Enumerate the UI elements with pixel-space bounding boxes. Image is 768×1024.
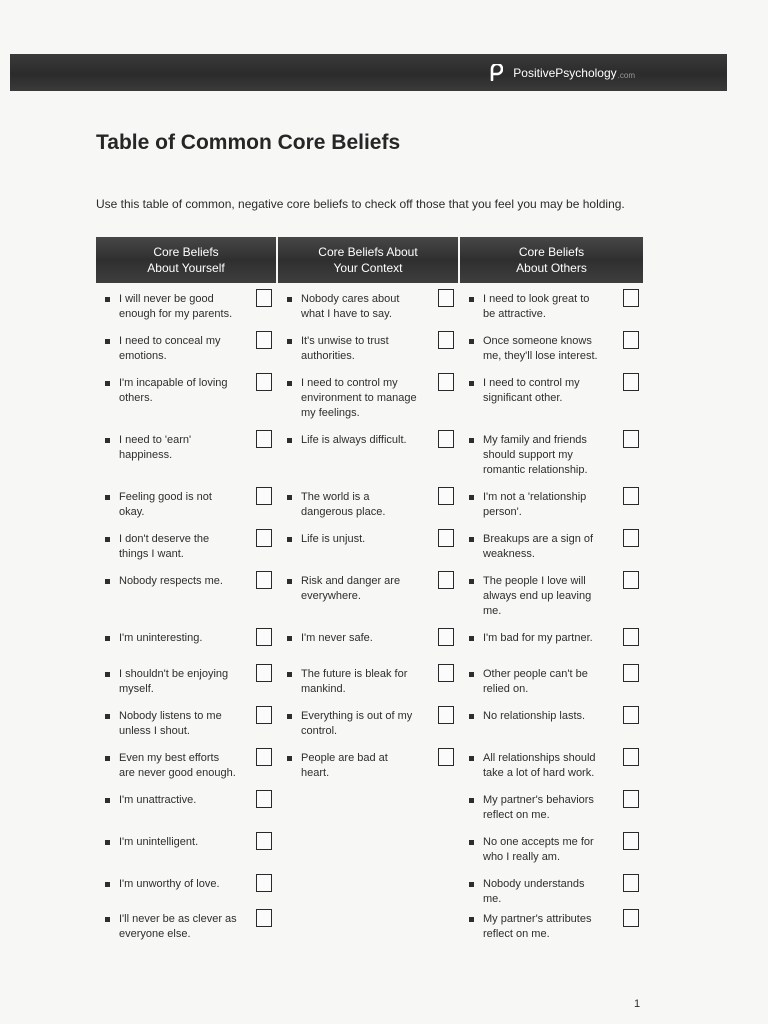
- belief-checkbox[interactable]: [623, 832, 639, 850]
- belief-item: [96, 433, 276, 490]
- bullet-icon: [469, 339, 474, 344]
- bullet-icon: [469, 917, 474, 922]
- bullet-icon: [469, 381, 474, 386]
- belief-text: My partner's behaviors reflect on me.: [483, 794, 594, 821]
- belief-text: I'm uninteresting.: [119, 632, 203, 644]
- page-number: 1: [634, 998, 641, 1010]
- belief-item: [96, 667, 276, 709]
- belief-item: [278, 292, 458, 334]
- page-title: Table of Common Core Beliefs: [96, 131, 401, 154]
- belief-text: My family and friends should support my romantic relationship.: [483, 434, 588, 476]
- belief-text: The future is bleak for mankind.: [301, 668, 408, 695]
- bullet-icon: [469, 714, 474, 719]
- belief-text: Once someone knows me, they'll lose interest.: [483, 335, 598, 362]
- bullet-icon: [105, 381, 110, 386]
- bullet-icon: [105, 537, 110, 542]
- column-about-your-context: [278, 237, 458, 954]
- belief-item: [96, 877, 276, 912]
- belief-checkbox[interactable]: [438, 664, 454, 682]
- belief-text: I'll never be as clever as everyone else.: [119, 913, 237, 940]
- belief-text: Feeling good is not okay.: [119, 491, 212, 518]
- belief-checkbox[interactable]: [438, 628, 454, 646]
- column-header: Core Beliefs About Yourself: [96, 237, 276, 283]
- bullet-icon: [105, 798, 110, 803]
- belief-text: I'm unworthy of love.: [119, 878, 220, 890]
- belief-item: [460, 709, 643, 751]
- belief-text: I'm bad for my partner.: [483, 632, 593, 644]
- belief-checkbox[interactable]: [256, 832, 272, 850]
- bullet-icon: [105, 714, 110, 719]
- intro-text: Use this table of common, negative core beliefs to check off those that you feel you may be holding.: [96, 197, 625, 211]
- bullet-icon: [469, 756, 474, 761]
- belief-checkbox[interactable]: [623, 874, 639, 892]
- belief-item: [96, 574, 276, 631]
- belief-item: [96, 376, 276, 433]
- bullet-icon: [287, 495, 292, 500]
- belief-item: [460, 835, 643, 877]
- belief-checkbox[interactable]: [256, 628, 272, 646]
- bullet-icon: [287, 672, 292, 677]
- belief-text: Breakups are a sign of weakness.: [483, 533, 594, 560]
- belief-text: I need to control my significant other.: [483, 377, 580, 404]
- belief-checkbox[interactable]: [623, 628, 639, 646]
- belief-text: Other people can't be relied on.: [483, 668, 588, 695]
- belief-item: [460, 376, 643, 433]
- bullet-icon: [105, 579, 110, 584]
- bullet-icon: [287, 438, 292, 443]
- belief-checkbox[interactable]: [623, 289, 639, 307]
- belief-checkbox[interactable]: [256, 331, 272, 349]
- belief-checkbox[interactable]: [623, 571, 639, 589]
- bullet-icon: [105, 297, 110, 302]
- belief-item: [460, 751, 643, 793]
- belief-checkbox[interactable]: [256, 748, 272, 766]
- bullet-icon: [469, 798, 474, 803]
- belief-checkbox[interactable]: [623, 748, 639, 766]
- belief-item: [278, 667, 458, 709]
- belief-text: All relationships should take a lot of hard work.: [483, 752, 596, 779]
- belief-item: [96, 751, 276, 793]
- belief-item: [96, 490, 276, 532]
- belief-item: [460, 793, 643, 835]
- belief-item: [460, 631, 643, 667]
- belief-text: Everything is out of my control.: [301, 710, 413, 737]
- bullet-icon: [469, 840, 474, 845]
- brand: [488, 64, 635, 82]
- belief-checkbox[interactable]: [623, 706, 639, 724]
- belief-text: Nobody cares about what I have to say.: [301, 293, 400, 320]
- belief-item: [278, 532, 458, 574]
- belief-checkbox[interactable]: [438, 706, 454, 724]
- bullet-icon: [105, 840, 110, 845]
- belief-checkbox[interactable]: [438, 430, 454, 448]
- belief-text: The world is a dangerous place.: [301, 491, 386, 518]
- belief-checkbox[interactable]: [256, 706, 272, 724]
- belief-item: [278, 490, 458, 532]
- bullet-icon: [105, 917, 110, 922]
- belief-text: No relationship lasts.: [483, 710, 586, 722]
- belief-checkbox[interactable]: [438, 529, 454, 547]
- belief-text: It's unwise to trust authorities.: [301, 335, 389, 362]
- belief-checkbox[interactable]: [623, 331, 639, 349]
- belief-text: I'm unintelligent.: [119, 836, 199, 848]
- bullet-icon: [287, 381, 292, 386]
- belief-item: [96, 709, 276, 751]
- belief-checkbox[interactable]: [438, 289, 454, 307]
- brand-name: PositivePsychology: [513, 65, 617, 80]
- bullet-icon: [105, 882, 110, 887]
- belief-checkbox[interactable]: [256, 373, 272, 391]
- bullet-icon: [105, 672, 110, 677]
- bullet-icon: [469, 438, 474, 443]
- belief-checkbox[interactable]: [438, 487, 454, 505]
- column-header: Core Beliefs About Your Context: [278, 237, 458, 283]
- belief-item: [460, 912, 643, 954]
- belief-checkbox[interactable]: [623, 909, 639, 927]
- belief-checkbox[interactable]: [438, 331, 454, 349]
- bullet-icon: [105, 438, 110, 443]
- belief-text: I don't deserve the things I want.: [119, 533, 210, 560]
- belief-checkbox[interactable]: [438, 373, 454, 391]
- bullet-icon: [105, 756, 110, 761]
- belief-checkbox[interactable]: [256, 289, 272, 307]
- belief-text: I need to 'earn' happiness.: [119, 434, 192, 461]
- belief-text: The people I love will always end up leaving me.: [483, 575, 592, 617]
- belief-text: Nobody respects me.: [119, 575, 223, 587]
- core-beliefs-table: [96, 237, 643, 954]
- belief-item: [96, 631, 276, 667]
- belief-text: I will never be good enough for my parents.: [119, 293, 233, 320]
- belief-checkbox[interactable]: [256, 571, 272, 589]
- bullet-icon: [287, 579, 292, 584]
- belief-text: Risk and danger are everywhere.: [301, 575, 401, 602]
- bullet-icon: [105, 339, 110, 344]
- belief-item: [96, 532, 276, 574]
- bullet-icon: [287, 756, 292, 761]
- column-about-yourself: [96, 237, 276, 954]
- belief-item: [96, 912, 276, 954]
- belief-checkbox[interactable]: [623, 373, 639, 391]
- bullet-icon: [105, 636, 110, 641]
- belief-text: Nobody listens to me unless I shout.: [119, 710, 222, 737]
- bullet-icon: [469, 537, 474, 542]
- bullet-icon: [287, 636, 292, 641]
- positivepsychology-logo-icon: [488, 64, 504, 82]
- belief-item: [460, 574, 643, 631]
- bullet-icon: [105, 495, 110, 500]
- belief-checkbox[interactable]: [438, 748, 454, 766]
- belief-checkbox[interactable]: [438, 571, 454, 589]
- belief-item: [278, 376, 458, 433]
- bullet-icon: [469, 297, 474, 302]
- belief-item: [460, 667, 643, 709]
- belief-item: [278, 574, 458, 631]
- belief-item: [96, 793, 276, 835]
- belief-checkbox[interactable]: [256, 790, 272, 808]
- belief-checkbox[interactable]: [256, 529, 272, 547]
- belief-text: I need to control my environment to manage my feelings.: [301, 377, 417, 419]
- belief-text: Even my best efforts are never good enough.: [119, 752, 236, 779]
- belief-item: [278, 433, 458, 490]
- bullet-icon: [469, 636, 474, 641]
- belief-item: [460, 292, 643, 334]
- belief-text: Nobody understands me.: [483, 878, 585, 905]
- belief-text: No one accepts me for who I really am.: [483, 836, 594, 863]
- belief-item: [278, 334, 458, 376]
- belief-checkbox[interactable]: [256, 874, 272, 892]
- column-about-others: [460, 237, 643, 954]
- belief-text: I need to look great to be attractive.: [483, 293, 590, 320]
- belief-item: [96, 334, 276, 376]
- belief-item: [460, 433, 643, 490]
- belief-checkbox[interactable]: [256, 664, 272, 682]
- belief-item: [278, 709, 458, 751]
- belief-checkbox[interactable]: [256, 487, 272, 505]
- belief-text: I'm not a 'relationship person'.: [483, 491, 587, 518]
- belief-text: I'm unattractive.: [119, 794, 197, 806]
- bullet-icon: [469, 579, 474, 584]
- bullet-icon: [287, 297, 292, 302]
- belief-item: [96, 292, 276, 334]
- belief-checkbox[interactable]: [623, 430, 639, 448]
- belief-item: [460, 334, 643, 376]
- belief-text: I'm incapable of loving others.: [119, 377, 228, 404]
- belief-item: [96, 835, 276, 877]
- belief-item: [278, 751, 458, 793]
- belief-checkbox[interactable]: [256, 430, 272, 448]
- belief-text: I shouldn't be enjoying myself.: [119, 668, 229, 695]
- bullet-icon: [287, 339, 292, 344]
- belief-item: [278, 631, 458, 667]
- belief-checkbox[interactable]: [623, 529, 639, 547]
- belief-text: Life is always difficult.: [301, 434, 407, 446]
- bullet-icon: [469, 672, 474, 677]
- bullet-icon: [469, 495, 474, 500]
- belief-checkbox[interactable]: [623, 790, 639, 808]
- header-banner: [10, 54, 727, 91]
- belief-text: People are bad at heart.: [301, 752, 388, 779]
- bullet-icon: [287, 537, 292, 542]
- belief-text: Life is unjust.: [301, 533, 366, 545]
- belief-checkbox[interactable]: [623, 487, 639, 505]
- belief-item: [460, 877, 643, 912]
- belief-text: I need to conceal my emotions.: [119, 335, 221, 362]
- belief-item: [460, 532, 643, 574]
- brand-suffix: .com: [617, 70, 635, 80]
- belief-item: [460, 490, 643, 532]
- column-header: Core Beliefs About Others: [460, 237, 643, 283]
- belief-checkbox[interactable]: [623, 664, 639, 682]
- bullet-icon: [287, 714, 292, 719]
- belief-checkbox[interactable]: [256, 909, 272, 927]
- bullet-icon: [469, 882, 474, 887]
- belief-text: I'm never safe.: [301, 632, 373, 644]
- belief-text: My partner's attributes reflect on me.: [483, 913, 592, 940]
